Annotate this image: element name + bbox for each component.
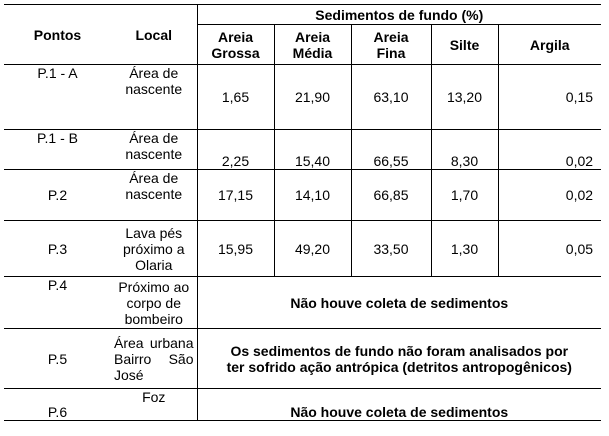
value-cell: 14,10 — [274, 170, 351, 221]
no-collection-note: Não houve coleta de sedimentos — [197, 277, 601, 329]
local-line: Área de — [129, 65, 179, 81]
table-row — [4, 130, 601, 170]
ponto-cell: P.6 — [4, 389, 111, 421]
header-areia-media-line1: Areia — [294, 28, 331, 45]
value-cell: 0,15 — [498, 65, 601, 130]
value-cell: 0,02 — [498, 130, 601, 170]
local-line: Área de — [129, 130, 179, 146]
ponto-cell: P.4 — [4, 277, 111, 329]
local-line: nascente — [125, 146, 183, 162]
ponto-cell: P.3 — [4, 221, 111, 277]
value-cell: 1,65 — [197, 65, 274, 130]
header-areia-fina-line1: Areia — [373, 28, 409, 45]
value-cell: 33,50 — [351, 221, 431, 277]
value-cell: 17,15 — [197, 170, 274, 221]
local-line: corpo de — [126, 294, 181, 311]
note-line: Os sedimentos de fundo não foram analisados por — [230, 342, 569, 359]
value-cell: 63,10 — [351, 65, 431, 130]
table-row — [4, 65, 601, 130]
header-areia-media-line2: Média — [292, 44, 333, 61]
value-cell: 8,30 — [431, 130, 498, 170]
value-cell: 13,20 — [431, 65, 498, 130]
header-areia-fina — [351, 25, 431, 65]
local-cell — [111, 329, 197, 389]
local-line: Olaria — [135, 256, 173, 273]
value-cell: 0,05 — [498, 221, 601, 277]
value-cell: 21,90 — [274, 65, 351, 130]
local-cell — [111, 130, 197, 170]
local-line: nascente — [125, 81, 183, 97]
header-areia-grossa-line1: Areia — [217, 28, 254, 45]
ponto-cell: P.2 — [4, 170, 111, 221]
local-cell — [111, 221, 197, 277]
local-line: Bairro São — [114, 350, 194, 367]
no-collection-note: Não houve coleta de sedimentos — [197, 389, 601, 421]
local-cell — [111, 277, 197, 329]
value-cell: 49,20 — [274, 221, 351, 277]
header-argila: Argila — [498, 25, 601, 65]
local-cell: Foz — [111, 389, 197, 421]
local-line: Área de — [129, 170, 179, 186]
local-line: Área urbana — [114, 334, 194, 351]
header-row-1 — [4, 5, 601, 25]
value-cell: 0,02 — [498, 170, 601, 221]
table-row — [4, 277, 601, 329]
ponto-cell: P.1 - A — [4, 65, 111, 130]
local-line: nascente — [125, 186, 183, 202]
value-cell: 15,95 — [197, 221, 274, 277]
value-cell: 2,25 — [197, 130, 274, 170]
table-row — [4, 170, 601, 221]
ponto-cell: P.5 — [4, 329, 111, 389]
header-areia-grossa — [197, 25, 274, 65]
header-areia-media — [274, 25, 351, 65]
value-cell: 1,70 — [431, 170, 498, 221]
header-pontos: Pontos — [4, 5, 111, 65]
value-cell: 15,40 — [274, 130, 351, 170]
header-areia-grossa-line2: Grossa — [211, 44, 260, 61]
sediment-table — [4, 4, 601, 421]
header-sedimentos-group: Sedimentos de fundo (%) — [197, 5, 601, 25]
value-cell: 66,85 — [351, 170, 431, 221]
table-row — [4, 329, 601, 389]
ponto-cell: P.1 - B — [4, 130, 111, 170]
value-cell: 1,30 — [431, 221, 498, 277]
header-local: Local — [111, 5, 197, 65]
table-row — [4, 221, 601, 277]
note-line: ter sofrido ação antrópica (detritos antropogênicos) — [226, 358, 572, 375]
local-line: Lava pés — [125, 224, 183, 241]
local-line: Próximo ao — [118, 278, 190, 295]
table-row — [4, 389, 601, 421]
header-areia-fina-line2: Fina — [376, 44, 406, 61]
local-line: próximo a — [123, 240, 185, 257]
local-line: bombeiro — [124, 310, 183, 327]
header-silte: Silte — [431, 25, 498, 65]
not-analyzed-note — [197, 329, 601, 389]
value-cell: 66,55 — [351, 130, 431, 170]
local-cell — [111, 170, 197, 221]
local-line: José — [114, 366, 144, 383]
local-cell — [111, 65, 197, 130]
